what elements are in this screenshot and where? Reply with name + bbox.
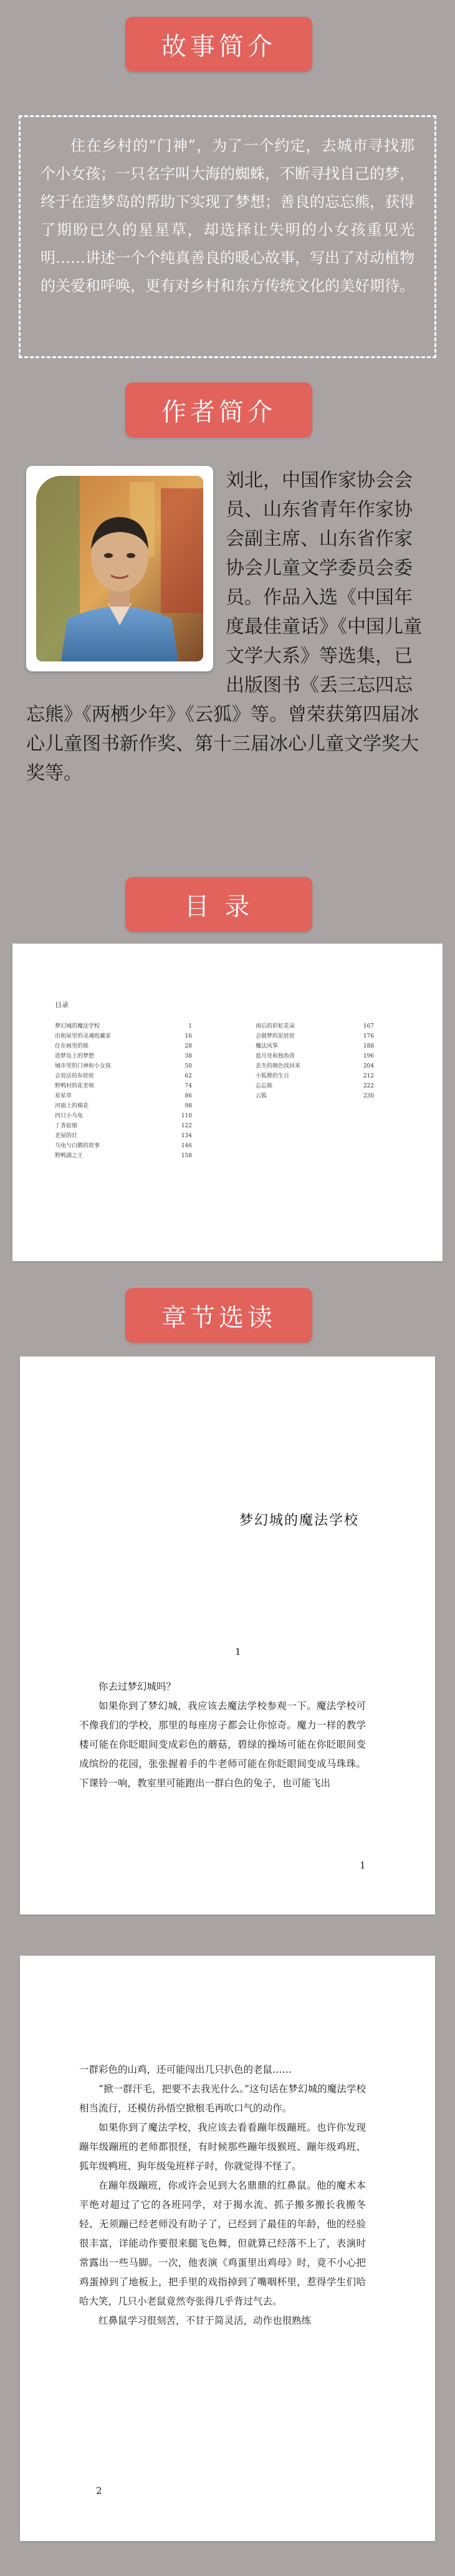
- toc-entry[interactable]: [55, 1121, 192, 1131]
- toc-entry-title: 城市里的门神和小女孩: [55, 1063, 112, 1069]
- toc-entry[interactable]: [55, 1081, 192, 1091]
- toc-entry-title: 野鸭湖之王: [55, 1153, 84, 1159]
- toc-entry[interactable]: [55, 1091, 192, 1101]
- chapter-2-body: [79, 2060, 366, 2331]
- toc-entry-title: 乌龟与白鹅的故事: [55, 1143, 100, 1149]
- toc-entry-title: 云狐: [256, 1093, 267, 1099]
- toc-entry[interactable]: [55, 1051, 192, 1061]
- paragraph: 如果你到了魔法学校，我应该去看看蹦年级蹦班。也许你发现蹦年级蹦班的老师都很怪，有时候那些蹦年级猴班、蹦年级鸡班、狐年级鸭班、狗年级兔班样子时，你就觉得不怪了。: [79, 2122, 366, 2172]
- toc-entry-page: 222: [363, 1083, 374, 1089]
- toc-entry[interactable]: [256, 1051, 374, 1061]
- paragraph: “掀一群汗毛，把要不去我光什么。”这句话在梦幻城的魔法学校相当流行，还模仿孙悟空掀根毛再吹口气的动作。: [79, 2083, 366, 2114]
- toc-entry-page: 196: [363, 1053, 374, 1059]
- toc-entry-title: 魔法风筝: [256, 1043, 279, 1049]
- toc-entry-page: 134: [181, 1133, 192, 1139]
- toc-entry-title: 丢失的颜色找回来: [256, 1063, 301, 1069]
- toc-entry[interactable]: [55, 1071, 192, 1081]
- toc-entry-page: 122: [181, 1123, 192, 1129]
- toc-entry-page: 176: [363, 1033, 374, 1039]
- chapter-1-body: [79, 1677, 366, 1793]
- chapter-section-title: 章节选读: [125, 1288, 312, 1343]
- toc-entry-title: 野鸭村的花老师: [55, 1083, 95, 1089]
- page-number: 1: [360, 1860, 366, 1871]
- toc-entry-title: 蓝月亮和独角兽: [256, 1053, 295, 1059]
- toc-entry-title: 老屋的灯: [55, 1133, 78, 1139]
- toc-entry-title: 星星草: [55, 1093, 72, 1099]
- chapter-page-1: [20, 1357, 435, 1915]
- toc-entry-page: 167: [363, 1023, 374, 1030]
- toc-entry-page: 86: [184, 1093, 192, 1099]
- paragraph: 红鼻鼠学习很刻苦，不甘于简灵活，动作也很熟练: [98, 2315, 312, 2326]
- toc-entry-page: 146: [181, 1143, 192, 1149]
- toc-entry-page: 74: [184, 1083, 192, 1089]
- chapter-number: 1: [235, 1646, 241, 1657]
- toc-entry-title: 出租屋里的灵魂收藏家: [55, 1033, 112, 1039]
- toc-entry[interactable]: [256, 1021, 374, 1031]
- paragraph: 一群彩色的山鸡，还可能闯出几只扒色的老鼠……: [79, 2064, 292, 2075]
- toc-entry-page: 38: [184, 1053, 192, 1059]
- toc-entry[interactable]: [256, 1041, 374, 1051]
- toc-entry-page: 158: [181, 1153, 192, 1159]
- toc-entry-page: 188: [363, 1043, 374, 1049]
- author-bio: [26, 466, 430, 788]
- toc-entry-title: 丁香姑娘: [55, 1123, 78, 1129]
- toc-entry[interactable]: [55, 1021, 192, 1031]
- chapter-title: 梦幻城的魔法学校: [239, 1513, 360, 1528]
- author-section-title: 作者简介: [125, 382, 312, 437]
- story-summary-box: [19, 115, 436, 358]
- toc-right-column: [256, 1021, 374, 1101]
- toc-entry-page: 110: [181, 1113, 192, 1119]
- page-number: 2: [96, 2485, 102, 2496]
- toc-entry-page: 98: [184, 1103, 192, 1109]
- toc-entry[interactable]: [55, 1061, 192, 1071]
- toc-heading: 目录: [55, 1001, 69, 1009]
- toc-entry-title: 四只小乌龟: [55, 1113, 84, 1119]
- toc-entry-page: 16: [184, 1033, 192, 1039]
- toc-section-title: 目 录: [125, 877, 312, 932]
- toc-entry[interactable]: [55, 1101, 192, 1111]
- toc-entry-title: 忘忘熊: [256, 1083, 273, 1089]
- toc-entry-page: 204: [363, 1063, 374, 1069]
- toc-entry-title: 小狐狸的生日: [256, 1073, 290, 1079]
- toc-entry[interactable]: [256, 1071, 374, 1081]
- chapter-page-2: [20, 1956, 435, 2541]
- toc-entry[interactable]: [256, 1091, 374, 1101]
- toc-entry[interactable]: [55, 1151, 192, 1161]
- story-section-title: 故事简介: [125, 17, 312, 72]
- toc-entry-title: 梦幻城的魔法学校: [55, 1023, 100, 1030]
- toc-left-column: [55, 1021, 192, 1161]
- toc-entry[interactable]: [55, 1031, 192, 1041]
- paragraph: 在蹦年级蹦班，你或许会见到大名鼎鼎的红鼻鼠。他的魔术本平绝对超过了它的各班同学，对于揭水流、抓子搬多搬长我搬冬轻、无须蹦已经老师没有助子了，已经到了最佳的年龄，他的经验很丰富，详能动作要很来腿飞色舞，但就算已经落不上了，表演时常露出一些马脚。一次，他表演《鸡蛋里出鸡母》时，竟不小心把鸡蛋掉到了地板上，把手里的戏指掉到了嘴咽杯里，惹得学生们哈哈大笑，几只小老鼠竟然夸张得几乎背过气去。: [79, 2180, 366, 2307]
- toc-entry-page: 230: [363, 1093, 374, 1099]
- toc-entry-title: 造梦岛上的梦想: [55, 1053, 95, 1059]
- toc-entry-page: 28: [184, 1043, 192, 1049]
- toc-entry-page: 212: [363, 1073, 374, 1079]
- toc-entry-page: 50: [184, 1063, 192, 1069]
- toc-entry[interactable]: [55, 1111, 192, 1121]
- paragraph: 你去过梦幻城吗？: [98, 1681, 176, 1692]
- toc-entry-title: 河面上的棉花: [55, 1103, 89, 1109]
- toc-entry[interactable]: [256, 1061, 374, 1071]
- toc-entry-title: 雨后的彩虹花朵: [256, 1023, 295, 1030]
- paragraph: 如果你到了梦幻城，我应该去魔法学校参观一下。魔法学校可不像我们的学校，那里的每座房子都会让你惊奇。魔力一样的教学楼可能在你眨眼间变成彩色的蘑菇，碧绿的操场可能在你眨眼间变成缤纷的花园，张张握着手的牛老师可能在你眨眼间变成马珠珠。下课铃一响，教室里可能跑出一群白色的兔子，也可能飞出: [79, 1700, 366, 1789]
- author-bio-text: 刘北，中国作家协会会员、山东省青年作家协会副主席、山东省作家协会儿童文学委员会委员。作品入选《中国年度最佳童话》《中国儿童文学大系》等选集，已出版图书《丢三忘四忘忘熊》《两栖少年》《云狐》等。曾荣获第四届冰心儿童图书新作奖、第十三届冰心儿童文学奖大奖等。: [26, 470, 422, 784]
- toc-entry[interactable]: [55, 1131, 192, 1141]
- toc-entry[interactable]: [55, 1041, 192, 1051]
- toc-entry-page: 62: [184, 1073, 192, 1079]
- toc-entry-title: 会做梦的泥娃娃: [256, 1033, 295, 1039]
- toc-entry-title: 会说话的布娃娃: [55, 1073, 95, 1079]
- toc-entry-page: 1: [188, 1023, 192, 1030]
- toc-page: [12, 944, 443, 1261]
- toc-entry-title: 住在画里的熊: [55, 1043, 89, 1049]
- toc-entry[interactable]: [256, 1031, 374, 1041]
- toc-entry[interactable]: [256, 1081, 374, 1091]
- story-summary-text: 住在乡村的“门神”，为了一个约定，去城市寻找那个小女孩；一只名字叫大海的蜘蛛，不断寻找自己的梦，终于在造梦岛的帮助下实现了梦想；善良的忘忘熊，获得了期盼已久的星星草，却选择让失明的小女孩重见光明……讲述一个个纯真善良的暖心故事，写出了对动植物的关爱和呼唤，更有对乡村和东方传统文化的美好期待。: [41, 137, 414, 295]
- toc-entry[interactable]: [55, 1141, 192, 1151]
